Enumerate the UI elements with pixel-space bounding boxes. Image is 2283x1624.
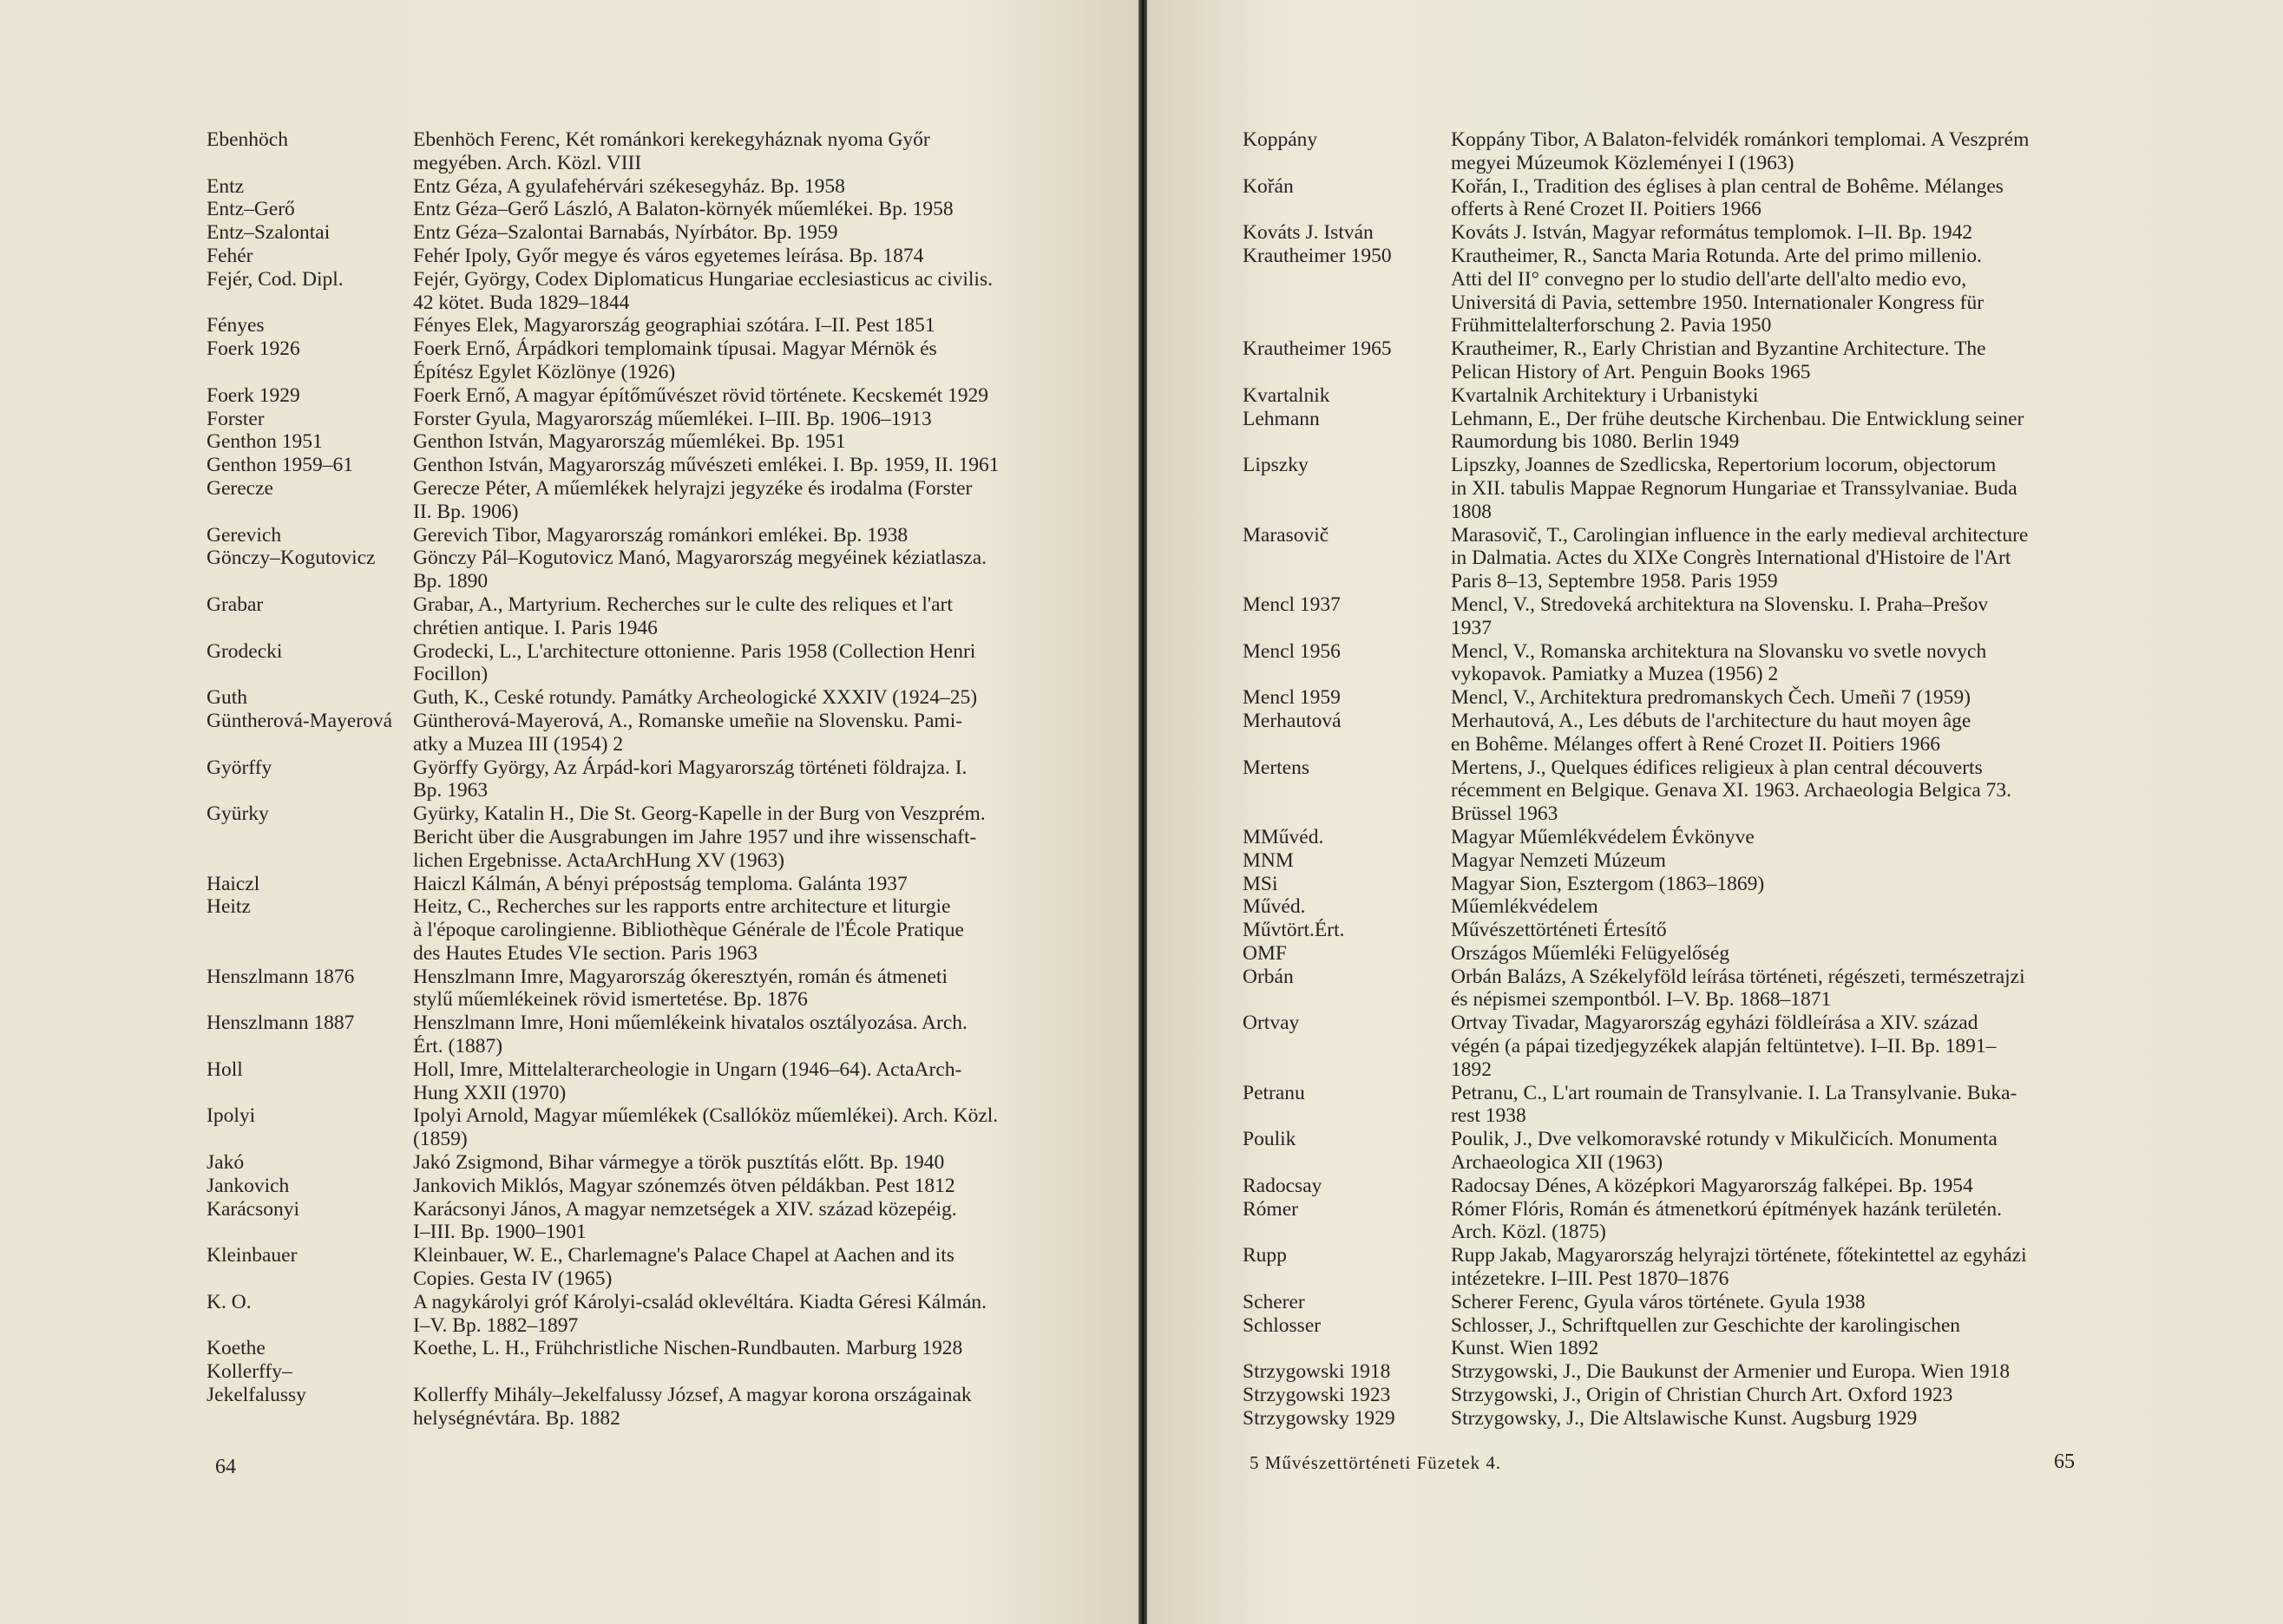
entry-abbreviation: Fehér	[207, 244, 253, 267]
bibliography-entry	[207, 966, 1074, 1012]
entry-abbreviation: Mencl 1956	[1243, 639, 1341, 663]
entry-abbreviation: Foerk 1926	[207, 337, 300, 361]
bibliography-entry	[1243, 593, 2110, 640]
entry-citation: Koppány Tibor, A Balaton-felvidék románkori templomai. A Veszprém megyei Múzeumok Közleményei I (1963)	[1451, 128, 2030, 174]
bibliography-entry	[1243, 1407, 2110, 1431]
bibliography-entry	[207, 245, 1074, 268]
bibliography-entry	[207, 337, 1074, 384]
entry-citation: Fehér Ipoly, Győr megye és város egyetemes leírása. Bp. 1874	[413, 244, 924, 267]
bibliography-entry	[1243, 826, 2110, 849]
entry-abbreviation: Karácsonyi	[207, 1197, 300, 1221]
bibliography-entry	[1243, 710, 2110, 756]
entry-abbreviation: Scherer	[1243, 1290, 1305, 1313]
entry-citation: Rómer Flóris, Román és átmenetkorú építmények hazánk területén. Arch. Közl. (1875)	[1451, 1197, 2002, 1244]
bibliography-entry	[1243, 1012, 2110, 1081]
bibliography-entry	[1243, 640, 2110, 687]
bibliography-entry	[207, 756, 1074, 803]
entry-citation: Radocsay Dénes, A középkori Magyarország falképei. Bp. 1954	[1451, 1174, 1973, 1197]
entry-abbreviation: Entz	[207, 174, 245, 198]
bibliography-entry	[207, 1175, 1074, 1198]
entry-citation: Strzygowski, J., Die Baukunst der Armenier und Europa. Wien 1918	[1451, 1360, 2011, 1384]
bibliography-entry	[207, 314, 1074, 337]
entry-abbreviation: OMF	[1243, 941, 1287, 965]
bibliography-entry	[1243, 1384, 2110, 1407]
entry-abbreviation: Grabar	[207, 593, 264, 616]
entry-abbreviation: Schlosser	[1243, 1313, 1322, 1337]
bibliography-entry	[1243, 942, 2110, 966]
bibliography-list-left	[207, 128, 1074, 1431]
entry-citation: Koethe, L. H., Frühchristliche Nischen-Rundbauten. Marburg 1928	[413, 1337, 963, 1360]
bibliography-entry	[207, 1244, 1074, 1291]
entry-citation: Mencl, V., Architektura predromanskych Čech. Umeñi 7 (1959)	[1451, 686, 1971, 710]
entry-citation: Gerevich Tibor, Magyarország románkori emlékei. Bp. 1938	[413, 523, 909, 547]
entry-abbreviation: Merhautová	[1243, 709, 1342, 732]
bibliography-entry	[207, 408, 1074, 431]
entry-abbreviation: Haiczl	[207, 872, 260, 895]
bibliography-entry	[1243, 849, 2110, 873]
entry-citation: Marasovič, T., Carolingian influence in the early medieval architecture in Dalmatia. Actes du XIXe Congrès International d'Histoire de l'Art Paris 8–13, Septembre 1958. Paris 1959	[1451, 523, 2029, 593]
entry-citation: Strzygowski, J., Origin of Christian Church Art. Oxford 1923	[1451, 1384, 1953, 1407]
entry-abbreviation: Mencl 1959	[1243, 686, 1341, 710]
entry-citation: Mencl, V., Romanska architektura na Slovansku vo svetle novych vykopavok. Pamiatky a Muzea (1956) 2	[1451, 639, 1987, 686]
bibliography-entry	[1243, 1128, 2110, 1175]
entry-citation: Magyar Nemzeti Múzeum	[1451, 848, 1666, 872]
bibliography-entry	[207, 1360, 1074, 1430]
entry-abbreviation: Grodecki	[207, 639, 283, 663]
bibliography-entry	[207, 873, 1074, 896]
entry-abbreviation: Ipolyi	[207, 1104, 256, 1128]
entry-abbreviation: Jakó	[207, 1151, 245, 1175]
bibliography-list-right	[1243, 128, 2110, 1431]
entry-citation: Merhautová, A., Les débuts de l'architecture du haut moyen âge en Bohême. Mélanges offert à René Crozet II. Poitiers 1966	[1451, 709, 1971, 756]
entry-abbreviation: Gerecze	[207, 476, 273, 500]
entry-abbreviation: Lipszky	[1243, 454, 1309, 477]
entry-abbreviation: Henszlmann 1887	[207, 1012, 355, 1035]
bibliography-entry	[207, 1058, 1074, 1105]
entry-citation: Foerk Ernő, A magyar építőművészet rövid története. Kecskemét 1929	[413, 383, 989, 407]
entry-abbreviation: Fényes	[207, 314, 265, 337]
entry-citation: Kollerffy Mihály–Jekelfalussy József, A magyar korona országainak helységnévtára. Bp. 1882	[413, 1384, 972, 1430]
entry-citation: Krautheimer, R., Sancta Maria Rotunda. Arte del primo millenio. Atti del II° convegno per lo studio dell'arte dell'alto medio evo, Universitá di Pavia, settembre 1950. Internationaler Kongress für Frühmittelalterforschung 2. Pavia 1950	[1451, 244, 1985, 337]
bibliography-entry	[207, 640, 1074, 687]
entry-citation: Grabar, A., Martyrium. Recherches sur le culte des reliques et l'art chrétien antique. I. Paris 1946	[413, 593, 953, 639]
entry-abbreviation: Orbán	[1243, 965, 1294, 988]
entry-abbreviation: MNM	[1243, 848, 1294, 872]
entry-citation: Genthon István, Magyarország művészeti emlékei. I. Bp. 1959, II. 1961	[413, 454, 1000, 477]
bibliography-entry	[207, 1198, 1074, 1245]
entry-citation: Györffy György, Az Árpád-kori Magyarország történeti földrajza. I. Bp. 1963	[413, 756, 968, 802]
bibliography-entry	[1243, 1082, 2110, 1129]
entry-citation: Mertens, J., Quelques édifices religieux à plan central découverts récemment en Belgique. Genava XI. 1963. Archaeologia Belgica 73. Brüssel 1963	[1451, 756, 2012, 826]
bibliography-entry	[1243, 756, 2110, 826]
entry-citation: Fényes Elek, Magyarország geographiai szótára. I–II. Pest 1851	[413, 314, 935, 337]
page-number-left: 64	[215, 1456, 236, 1478]
bibliography-entry	[207, 686, 1074, 710]
entry-citation: Krautheimer, R., Early Christian and Byzantine Architecture. The Pelican History of Art. Penguin Books 1965	[1451, 337, 1986, 383]
entry-abbreviation: Kvartalnik	[1243, 383, 1330, 407]
entry-abbreviation: Kořán	[1243, 174, 1294, 198]
bibliography-entry	[207, 1151, 1074, 1175]
bibliography-entry	[207, 1012, 1074, 1058]
entry-citation: Schlosser, J., Schriftquellen zur Geschichte der karolingischen Kunst. Wien 1892	[1451, 1313, 1961, 1360]
entry-citation: Kořán, I., Tradition des églises à plan central de Bohême. Mélanges offerts à René Crozet II. Poitiers 1966	[1451, 174, 2004, 221]
bibliography-entry	[207, 175, 1074, 199]
entry-abbreviation: Radocsay	[1243, 1174, 1322, 1197]
entry-abbreviation: Művéd.	[1243, 895, 1306, 919]
entry-abbreviation: Lehmann	[1243, 407, 1320, 430]
bibliography-entry	[1243, 337, 2110, 384]
bibliography-entry	[1243, 1198, 2110, 1245]
entry-citation: Gönczy Pál–Kogutovicz Manó, Magyarország megyéinek kéziatlasza. Bp. 1890	[413, 547, 987, 593]
bibliography-entry	[1243, 966, 2110, 1012]
entry-citation: Fejér, György, Codex Diplomaticus Hungariae ecclesiasticus ac civilis. 42 kötet. Buda 1829–1844	[413, 267, 993, 314]
entry-abbreviation: Rupp	[1243, 1244, 1287, 1267]
entry-abbreviation: Holl	[207, 1058, 243, 1081]
entry-citation: Güntherová-Mayerová, A., Romanske umeñie na Slovensku. Pami- atky a Muzea III (1954) 2	[413, 709, 963, 756]
entry-abbreviation: Ortvay	[1243, 1012, 1300, 1035]
bibliography-entry	[207, 1291, 1074, 1338]
entry-abbreviation: Strzygowsky 1929	[1243, 1406, 1395, 1430]
bibliography-entry	[207, 221, 1074, 245]
entry-abbreviation: MSi	[1243, 872, 1278, 895]
entry-citation: Petranu, C., L'art roumain de Transylvanie. I. La Transylvanie. Buka- rest 1938	[1451, 1081, 2017, 1128]
entry-abbreviation: Forster	[207, 407, 265, 430]
entry-citation: Foerk Ernő, Árpádkori templomaink típusai. Magyar Mérnök és Építész Egylet Közlönye (1926)	[413, 337, 937, 383]
entry-abbreviation: K. O.	[207, 1290, 252, 1313]
bibliography-entry	[1243, 408, 2110, 455]
entry-citation: Lehmann, E., Der frühe deutsche Kirchenbau. Die Entwicklung seiner Raumordung bis 1080. Berlin 1949	[1451, 407, 2024, 454]
entry-citation: Entz Géza–Szalontai Barnabás, Nyírbátor. Bp. 1959	[413, 221, 838, 245]
bibliography-entry	[207, 524, 1074, 547]
entry-citation: Magyar Sion, Esztergom (1863–1869)	[1451, 872, 1765, 895]
bibliography-entry	[207, 430, 1074, 454]
bibliography-entry	[1243, 245, 2110, 337]
entry-abbreviation: Strzygowski 1923	[1243, 1384, 1391, 1407]
entry-abbreviation: Ebenhöch	[207, 128, 288, 151]
bibliography-entry	[1243, 524, 2110, 593]
entry-citation: Országos Műemléki Felügyelőség	[1451, 941, 1730, 965]
entry-abbreviation: Guth	[207, 686, 247, 710]
entry-abbreviation: Strzygowski 1918	[1243, 1360, 1391, 1384]
entry-citation: Karácsonyi János, A magyar nemzetségek a XIV. század közepéig. I–III. Bp. 1900–1901	[413, 1197, 957, 1244]
entry-citation: Grodecki, L., L'architecture ottonienne. Paris 1958 (Collection Henri Focillon)	[413, 639, 976, 686]
signature-footer: 5 Művészettörténeti Füzetek 4.	[1250, 1452, 1502, 1473]
bibliography-entry	[207, 710, 1074, 756]
entry-abbreviation: Heitz	[207, 895, 251, 919]
entry-citation: Jakó Zsigmond, Bihar vármegye a török pusztítás előtt. Bp. 1940	[413, 1151, 945, 1175]
entry-citation: Scherer Ferenc, Gyula város története. Gyula 1938	[1451, 1290, 1866, 1313]
entry-abbreviation: MMűvéd.	[1243, 825, 1324, 848]
entry-citation: Műemlékvédelem	[1451, 895, 1598, 919]
entry-citation: Poulik, J., Dve velkomoravské rotundy v Mikulčicích. Monumenta Archaeologica XII (1963)	[1451, 1128, 1998, 1175]
bibliography-entry	[1243, 128, 2110, 175]
entry-citation: Orbán Balázs, A Székelyföld leírása történeti, régészeti, természetrajzi és népismei szempontból. I–V. Bp. 1868–1871	[1451, 965, 2025, 1012]
entry-citation: Henszlmann Imre, Magyarország ókeresztyén, román és átmeneti stylű műemlékeinek rövid ismertetése. Bp. 1876	[413, 965, 948, 1012]
entry-abbreviation: Koethe	[207, 1337, 266, 1360]
left-page	[0, 0, 1138, 1624]
bibliography-entry	[207, 454, 1074, 477]
bibliography-entry	[207, 128, 1074, 175]
entry-abbreviation: Genthon 1959–61	[207, 454, 354, 477]
entry-citation: Mencl, V., Stredoveká architektura na Slovensku. I. Praha–Prešov 1937	[1451, 593, 1989, 639]
entry-citation: Forster Gyula, Magyarország műemlékei. I–III. Bp. 1906–1913	[413, 407, 932, 430]
bibliography-entry	[1243, 1291, 2110, 1314]
entry-citation: Heitz, C., Recherches sur les rapports entre architecture et liturgie à l'époque carolingienne. Bibliothèque Générale de l'École Pratique des Hautes Etudes VIe section. Paris 1963	[413, 895, 964, 965]
entry-citation: Henszlmann Imre, Honi műemlékeink hivatalos osztályozása. Arch. Ért. (1887)	[413, 1012, 968, 1058]
entry-abbreviation: Henszlmann 1876	[207, 965, 355, 988]
entry-citation: Ipolyi Arnold, Magyar műemlékek (Csallóköz műemlékei). Arch. Közl. (1859)	[413, 1104, 999, 1151]
bibliography-entry	[1243, 919, 2110, 942]
bibliography-entry	[1243, 1244, 2110, 1291]
entry-citation: Művészettörténeti Értesítő	[1451, 919, 1667, 942]
entry-citation: Genthon István, Magyarország műemlékei. Bp. 1951	[413, 430, 846, 454]
bibliography-entry	[1243, 175, 2110, 222]
right-page	[1147, 0, 2283, 1624]
bibliography-entry	[1243, 686, 2110, 710]
entry-abbreviation: Mencl 1937	[1243, 593, 1341, 616]
entry-abbreviation: Genthon 1951	[207, 430, 323, 454]
entry-abbreviation: Krautheimer 1950	[1243, 244, 1392, 267]
entry-abbreviation: Poulik	[1243, 1128, 1296, 1151]
bibliography-entry	[1243, 873, 2110, 896]
entry-citation: Haiczl Kálmán, A bényi prépostság temploma. Galánta 1937	[413, 872, 908, 895]
entry-citation: Ebenhöch Ferenc, Két románkori kerekegyháznak nyoma Győr megyében. Arch. Közl. VIII	[413, 128, 930, 174]
entry-abbreviation: Gerevich	[207, 523, 282, 547]
bibliography-entry	[207, 268, 1074, 315]
entry-citation: Kováts J. István, Magyar református templomok. I–II. Bp. 1942	[1451, 221, 1973, 245]
entry-citation: Rupp Jakab, Magyarország helyrajzi története, főtekintettel az egyházi intézetekre. I–III. Pest 1870–1876	[1451, 1244, 2027, 1291]
entry-abbreviation: Jankovich	[207, 1174, 290, 1197]
entry-citation: Gyürky, Katalin H., Die St. Georg-Kapelle in der Burg von Veszprém. Bericht über die Ausgrabungen im Jahre 1957 und ihre wissenschaft- lichen Ergebnisse. ActaArchHung XV (1963)	[413, 802, 986, 872]
entry-abbreviation: Güntherová-Mayerová	[207, 709, 393, 732]
bibliography-entry	[1243, 1360, 2110, 1384]
entry-abbreviation: Krautheimer 1965	[1243, 337, 1392, 361]
entry-citation: Kleinbauer, W. E., Charlemagne's Palace Chapel at Aachen and its Copies. Gesta IV (1965)	[413, 1244, 955, 1291]
entry-abbreviation: Gyürky	[207, 802, 269, 826]
entry-abbreviation: Györffy	[207, 756, 272, 779]
entry-citation: Kvartalnik Architektury i Urbanistyki	[1451, 383, 1759, 407]
entry-citation: Strzygowsky, J., Die Altslawische Kunst. Augsburg 1929	[1451, 1406, 1918, 1430]
bibliography-entry	[207, 1337, 1074, 1360]
entry-abbreviation: Gönczy–Kogutovicz	[207, 547, 376, 570]
bibliography-entry	[1243, 454, 2110, 523]
entry-abbreviation: Foerk 1929	[207, 383, 300, 407]
page-number-right: 65	[2054, 1450, 2075, 1473]
bibliography-entry	[207, 895, 1074, 965]
bibliography-entry	[207, 384, 1074, 408]
bibliography-entry	[1243, 1314, 2110, 1361]
entry-abbreviation: Kováts J. István	[1243, 221, 1374, 245]
entry-abbreviation: Marasovič	[1243, 523, 1329, 547]
bibliography-entry	[207, 593, 1074, 640]
entry-abbreviation: Entz–Szalontai	[207, 221, 331, 245]
entry-citation: A nagykárolyi gróf Károlyi-család oklevéltára. Kiadta Géresi Kálmán. I–V. Bp. 1882–1897	[413, 1290, 987, 1337]
entry-citation: Entz Géza–Gerő László, A Balaton-környék műemlékei. Bp. 1958	[413, 198, 954, 221]
bibliography-entry	[207, 477, 1074, 524]
book-gutter	[1138, 0, 1147, 1624]
entry-citation: Jankovich Miklós, Magyar szónemzés ötven példákban. Pest 1812	[413, 1174, 955, 1197]
entry-abbreviation: Kleinbauer	[207, 1244, 298, 1267]
entry-citation: Magyar Műemlékvédelem Évkönyve	[1451, 825, 1755, 848]
bibliography-entry	[1243, 1175, 2110, 1198]
bibliography-entry	[1243, 384, 2110, 408]
entry-citation: Guth, K., Ceské rotundy. Památky Archeologické XXXIV (1924–25)	[413, 686, 978, 710]
entry-abbreviation: Mertens	[1243, 756, 1310, 779]
entry-citation: Lipszky, Joannes de Szedlicska, Repertorium locorum, objectorum in XII. tabulis Mappae Regnorum Hungariae et Transsylvaniae. Buda 1808	[1451, 454, 2017, 523]
entry-abbreviation: Petranu	[1243, 1081, 1305, 1104]
entry-abbreviation: Kollerffy– Jekelfalussy	[207, 1360, 306, 1407]
bibliography-entry	[207, 802, 1074, 872]
bibliography-entry	[207, 1104, 1074, 1151]
bibliography-entry	[207, 547, 1074, 593]
entry-citation: Holl, Imre, Mittelalterarcheologie in Ungarn (1946–64). ActaArch- Hung XXII (1970)	[413, 1058, 962, 1104]
entry-abbreviation: Fejér, Cod. Dipl.	[207, 267, 344, 291]
entry-citation: Ortvay Tivadar, Magyarország egyházi földleírása a XIV. század végén (a pápai tizedjegyzékek alapján feltüntetve). I–II. Bp. 1891– 1892	[1451, 1012, 1997, 1081]
entry-abbreviation: Entz–Gerő	[207, 198, 295, 221]
entry-abbreviation: Művtört.Ért.	[1243, 919, 1345, 942]
entry-citation: Entz Géza, A gyulafehérvári székesegyház. Bp. 1958	[413, 174, 845, 198]
entry-abbreviation: Rómer	[1243, 1197, 1298, 1221]
bibliography-entry	[1243, 895, 2110, 919]
bibliography-entry	[207, 198, 1074, 221]
entry-citation: Gerecze Péter, A műemlékek helyrajzi jegyzéke és irodalma (Forster II. Bp. 1906)	[413, 476, 973, 523]
bibliography-entry	[1243, 221, 2110, 245]
entry-abbreviation: Koppány	[1243, 128, 1318, 151]
